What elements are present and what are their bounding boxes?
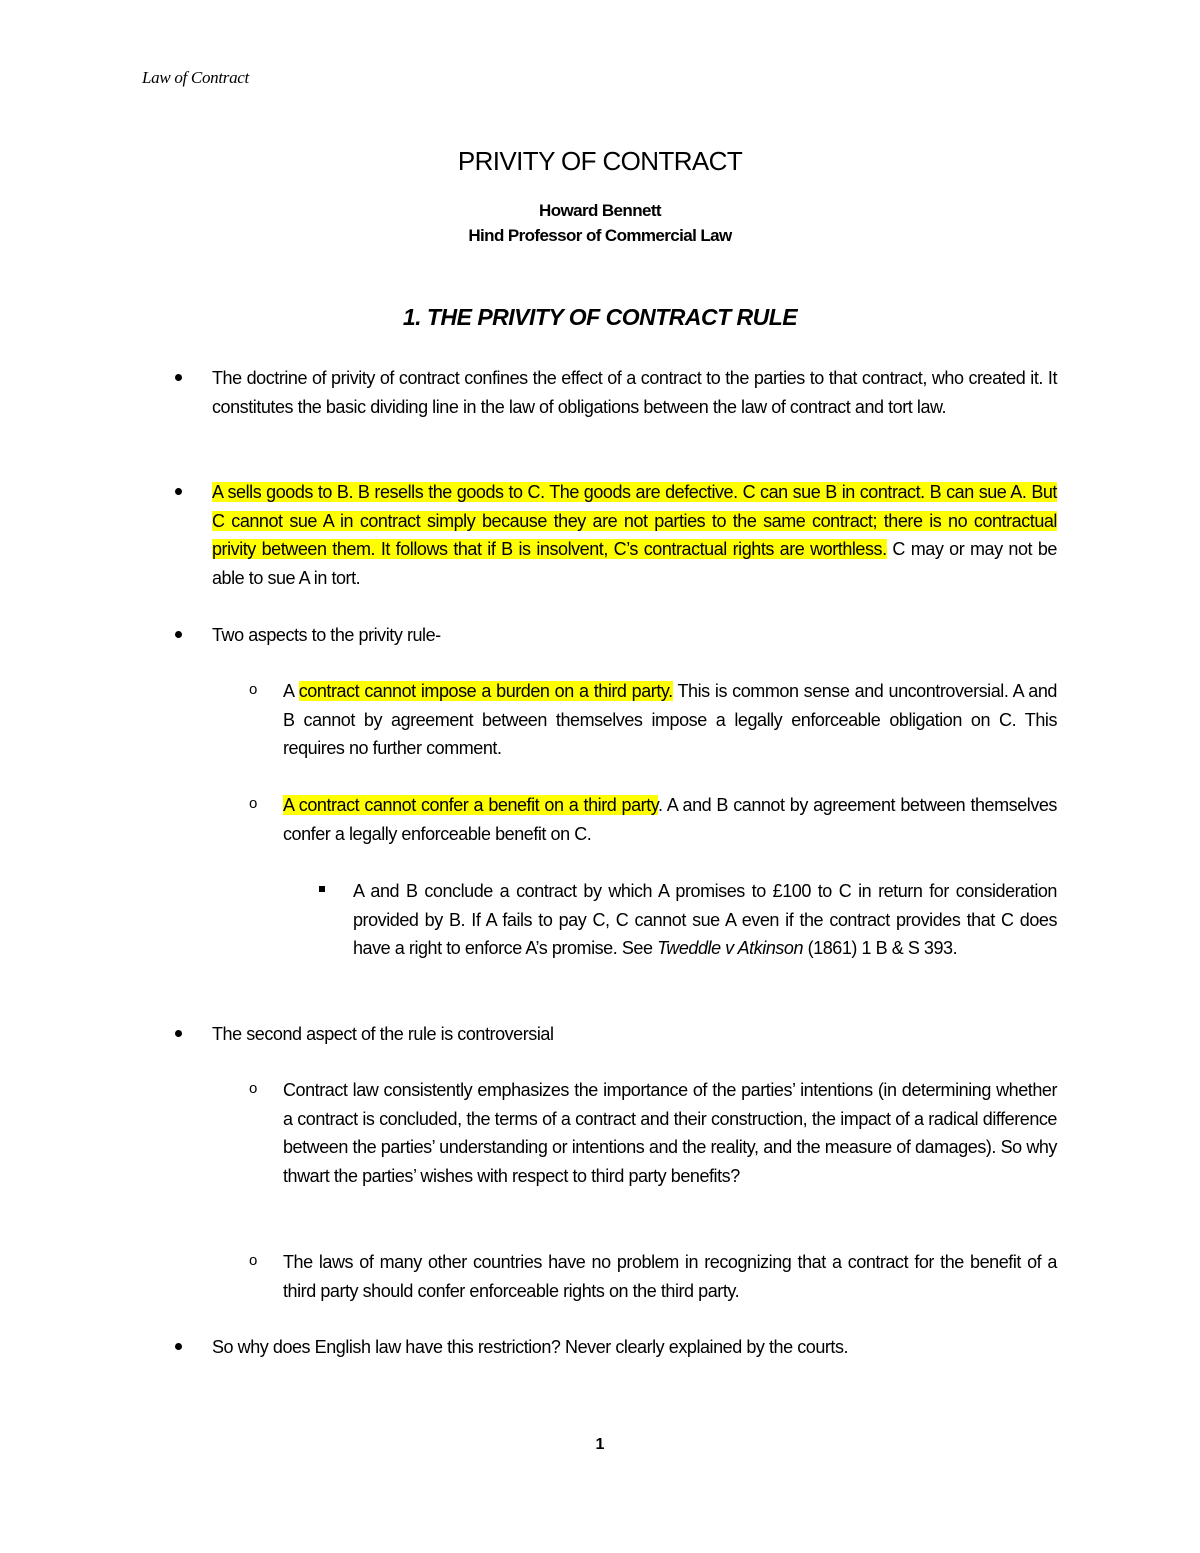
sub-sub-bullet-paragraph <box>353 877 1057 963</box>
author-name: Howard Bennett <box>539 201 661 220</box>
bullet-marker <box>175 1343 182 1350</box>
highlighted-text: contract cannot impose a burden on a third party. <box>298 681 673 701</box>
bullet-marker <box>175 631 182 638</box>
sub-sub-bullet-marker <box>319 886 325 892</box>
bullet-paragraph-2 <box>212 478 1057 592</box>
sub-bullet-marker: o <box>249 1252 258 1269</box>
bullet-paragraph-3: Two aspects to the privity rule- <box>212 625 441 645</box>
sub-bullet-marker: o <box>249 1080 258 1097</box>
paragraph-text: A and B conclude a contract by which A promises to £100 to C in return for consideration provided by B. If A fails to pay C, C cannot sue A even if the contract provides that C does have a right to enforce A’s promise. See <box>353 881 1057 959</box>
paragraph-text: A <box>283 681 299 701</box>
bullet-paragraph-1: The doctrine of privity of contract confines the effect of a contract to the parties to that contract, who created it. It constitutes the basic dividing line in the law of obligations between the law of contract and tort law. <box>212 368 1057 417</box>
bullet-paragraph-5: So why does English law have this restriction? Never clearly explained by the courts. <box>212 1337 849 1357</box>
sub-bullet-paragraph-3: Contract law consistently emphasizes the importance of the parties’ intentions (in determining whether a contract is concluded, the terms of a contract and their construction, the impact of a radical difference between the parties’ understanding or intentions and the reality, and the measure of damages). So why thwart the parties’ wishes with respect to third party benefits? <box>283 1080 1057 1186</box>
sub-bullet-paragraph-1 <box>283 677 1057 763</box>
bullet-marker <box>175 374 182 381</box>
sub-bullet-paragraph-4: The laws of many other countries have no problem in recognizing that a contract for the benefit of a third party should confer enforceable rights on the third party. <box>283 1252 1057 1301</box>
page-number: 1 <box>595 1436 605 1453</box>
paragraph-text: C may or may not be able to sue A in tort. <box>212 539 1057 588</box>
bullet-paragraph-4: The second aspect of the rule is controversial <box>212 1024 554 1044</box>
sub-bullet-marker: o <box>249 681 258 698</box>
highlighted-text: A contract cannot confer a benefit on a third party <box>283 795 658 815</box>
bullet-marker <box>175 488 182 495</box>
highlighted-text: A sells goods to B. B resells the goods to C. The goods are defective. C can sue B in contract. B can sue A. But C cannot sue A in contract simply because they are not parties to the same contract; there is no contractual privity between them. It follows that if B is insolvent, C’s contractual rights are worthless. <box>212 482 1057 560</box>
paragraph-text: . A and B cannot by agreement between themselves confer a legally enforceable benefit on C. <box>283 795 1057 844</box>
case-citation: (1861) 1 B & S 393. <box>803 938 958 959</box>
sub-bullet-paragraph-2 <box>283 791 1057 848</box>
sub-bullet-marker: o <box>249 795 258 812</box>
running-header: Law of Contract <box>142 68 249 87</box>
paragraph-text: This is common sense and uncontroversial. A and B cannot by agreement between themselves impose a legally enforceable obligation on C. This requires no further comment. <box>283 681 1057 759</box>
document-title: PRIVITY OF CONTRACT <box>457 146 743 176</box>
bullet-marker <box>175 1030 182 1037</box>
author-role: Hind Professor of Commercial Law <box>468 226 732 245</box>
case-name: Tweddle v Atkinson <box>657 938 804 959</box>
section-heading: 1. THE PRIVITY OF CONTRACT RULE <box>402 304 798 330</box>
